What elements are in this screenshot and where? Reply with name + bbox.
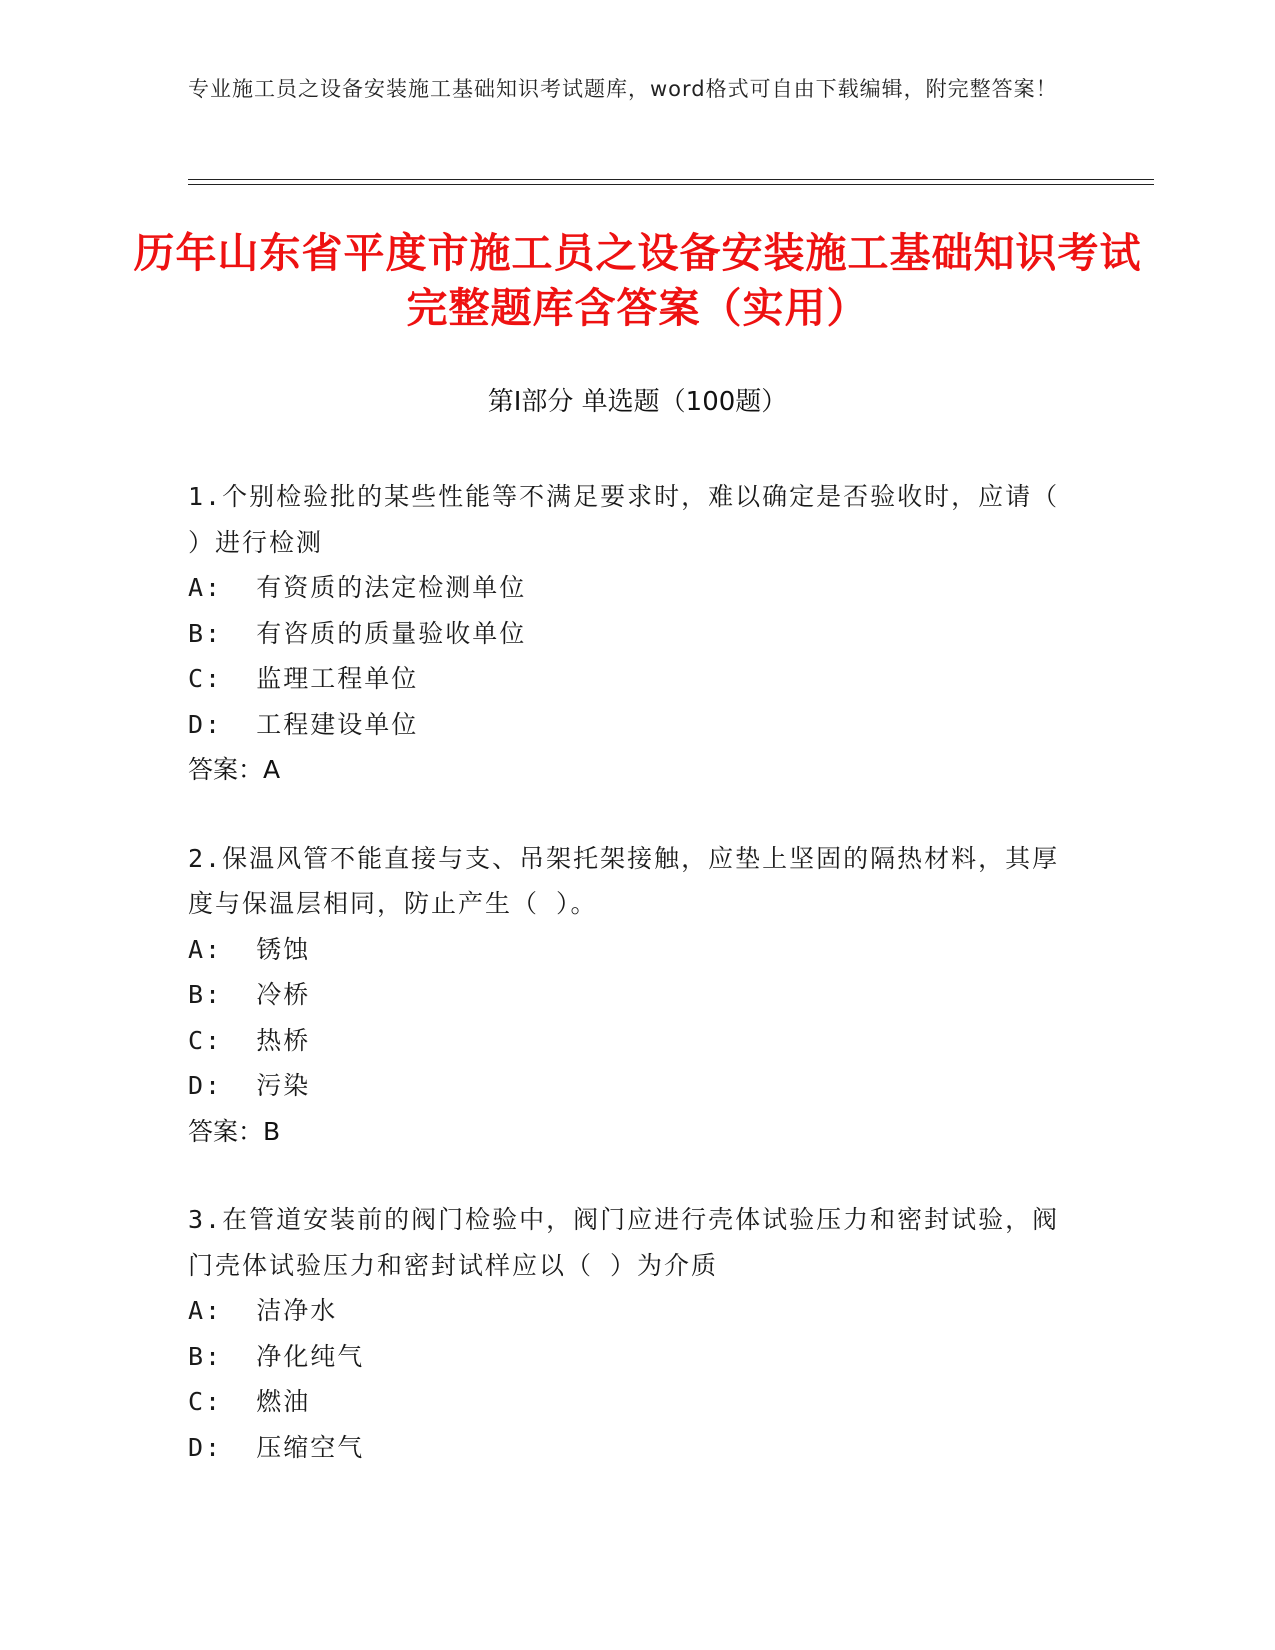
option-c: C: 热桥: [188, 1025, 311, 1055]
question-1: [188, 474, 1068, 793]
option-b: B: 有咨质的质量验收单位: [188, 618, 527, 648]
question-list: [188, 474, 1068, 1513]
option-b: B: 冷桥: [188, 980, 311, 1009]
answer-line: 答案：A: [188, 755, 281, 784]
option-b: B: 净化纯气: [188, 1341, 365, 1371]
question-stem: 1.个别检验批的某些性能等不满足要求时，难以确定是否验收时，应请（ ）进行检测: [188, 482, 1060, 557]
option-a: A: 锈蚀: [188, 934, 311, 964]
question-3: [188, 1197, 1068, 1470]
question-stem: 2.保温风管不能直接与支、吊架托架接触，应垫上坚固的隔热材料，其厚度与保温层相同，防止产生（ ）。: [188, 843, 1060, 918]
header-divider-top: [188, 179, 1154, 180]
option-a: A: 洁净水: [188, 1296, 338, 1325]
section-title: 第Ⅰ部分 单选题（100题）: [487, 387, 788, 417]
option-a: A: 有资质的法定检测单位: [188, 573, 527, 602]
option-d: D: 工程建设单位: [188, 709, 419, 739]
answer-line: 答案：B: [188, 1116, 281, 1146]
document-title: 历年山东省平度市施工员之设备安装施工基础知识考试完整题库含答案（实用）: [133, 229, 1142, 332]
header-note: 专业施工员之设备安装施工基础知识考试题库，word格式可自由下载编辑，附完整答案！: [188, 77, 1058, 101]
option-c: C: 燃油: [188, 1387, 311, 1416]
question-stem: 3.在管道安装前的阀门检验中，阀门应进行壳体试验压力和密封试验，阀门壳体试验压力和密封试样应以（ ）为介质: [188, 1205, 1060, 1280]
option-d: D: 污染: [188, 1071, 311, 1100]
option-c: C: 监理工程单位: [188, 664, 419, 693]
option-d: D: 压缩空气: [188, 1432, 365, 1462]
header-divider-bottom: [188, 184, 1154, 185]
question-2: [188, 836, 1068, 1155]
